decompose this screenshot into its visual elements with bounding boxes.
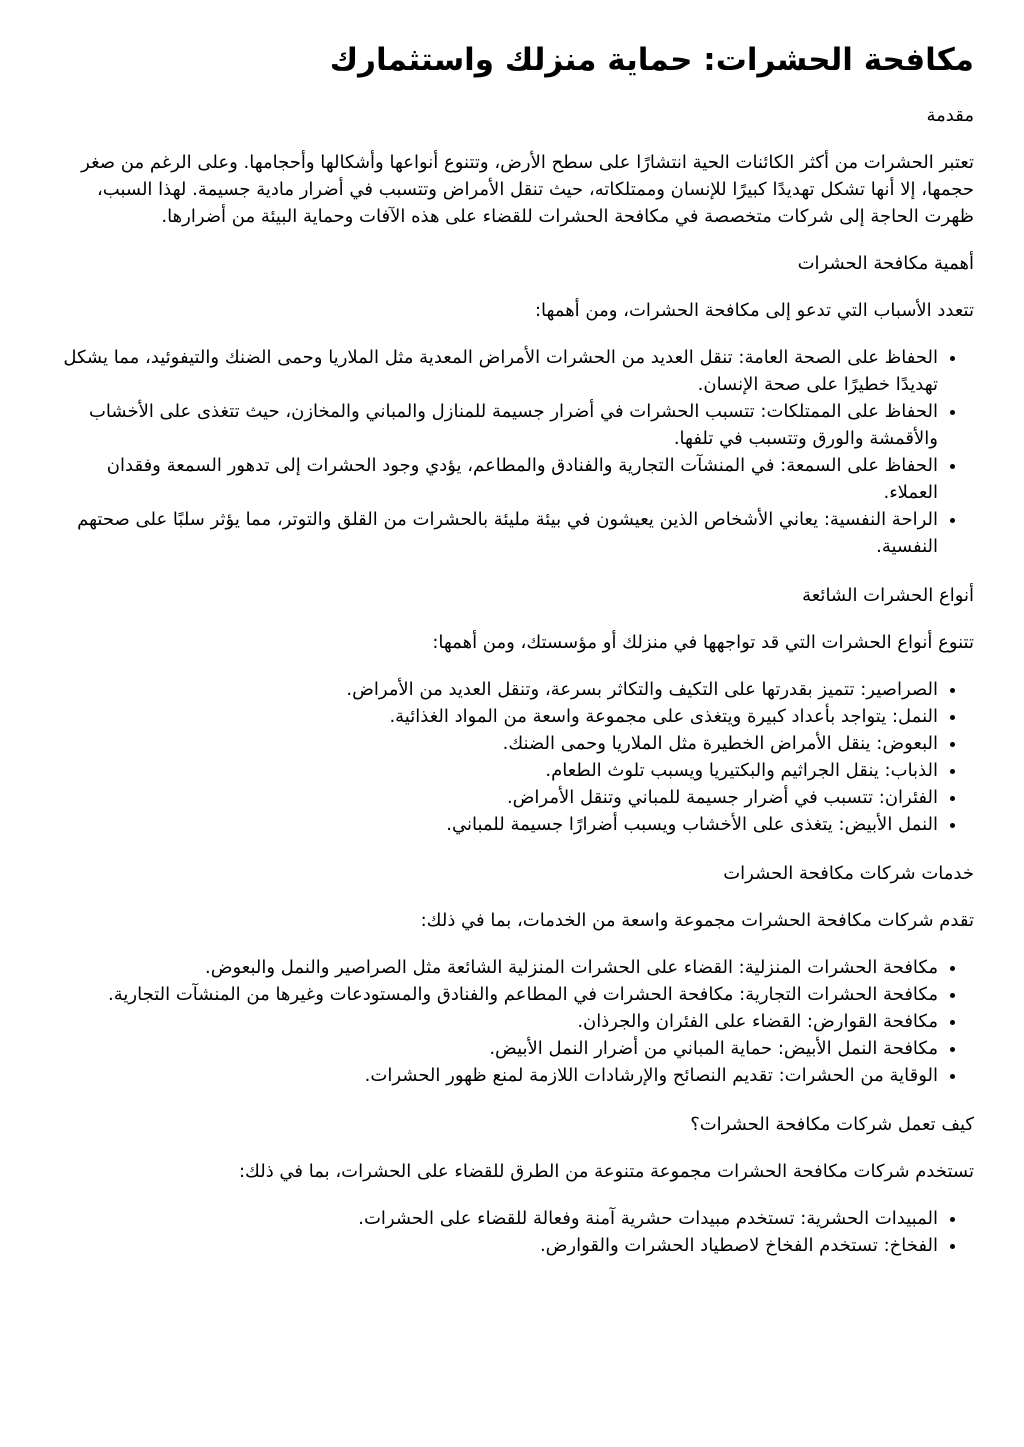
types-section xyxy=(50,582,974,838)
importance-list xyxy=(50,344,974,560)
importance-lead: تتعدد الأسباب التي تدعو إلى مكافحة الحشرات، ومن أهمها: xyxy=(534,299,974,321)
methods-heading: كيف تعمل شركات مكافحة الحشرات؟ xyxy=(690,1113,974,1135)
list-item: • الفخاخ: تستخدم الفخاخ لاصطياد الحشرات والقوارض. xyxy=(50,1232,938,1259)
list-item: • المبيدات الحشرية: تستخدم مبيدات حشرية آمنة وفعالة للقضاء على الحشرات. xyxy=(50,1205,938,1232)
intro-section xyxy=(50,102,974,230)
services-lead: تقدم شركات مكافحة الحشرات مجموعة واسعة من الخدمات، بما في ذلك: xyxy=(420,909,974,931)
importance-section xyxy=(50,250,974,560)
list-item: • الحفاظ على الممتلكات: تتسبب الحشرات في أضرار جسيمة للمنازل والمباني والمخازن، حيث تتغذى على الأخشاب والأقمشة والورق وتتسبب في تلفها. xyxy=(50,398,938,452)
services-list xyxy=(50,954,974,1089)
services-section xyxy=(50,860,974,1089)
methods-section xyxy=(50,1111,974,1259)
list-item: • النمل: يتواجد بأعداد كبيرة ويتغذى على مجموعة واسعة من المواد الغذائية. xyxy=(50,703,938,730)
list-item: • النمل الأبيض: يتغذى على الأخشاب ويسبب أضرارًا جسيمة للمباني. xyxy=(50,811,938,838)
types-lead: تتنوع أنواع الحشرات التي قد تواجهها في منزلك أو مؤسستك، ومن أهمها: xyxy=(432,631,974,653)
list-item: • الحفاظ على الصحة العامة: تنقل العديد من الحشرات الأمراض المعدية مثل الملاريا وحمى الضنك والتيفوئيد، مما يشكل تهديدًا خطيرًا على صحة الإنسان. xyxy=(50,344,938,398)
list-item: • الصراصير: تتميز بقدرتها على التكيف والتكاثر بسرعة، وتنقل العديد من الأمراض. xyxy=(50,676,938,703)
types-heading: أنواع الحشرات الشائعة xyxy=(802,584,974,606)
list-item: • البعوض: ينقل الأمراض الخطيرة مثل الملاريا وحمى الضنك. xyxy=(50,730,938,757)
list-item: • مكافحة النمل الأبيض: حماية المباني من أضرار النمل الأبيض. xyxy=(50,1035,938,1062)
list-item: • الحفاظ على السمعة: في المنشآت التجارية والفنادق والمطاعم، يؤدي وجود الحشرات إلى تدهور السمعة وفقدان العملاء. xyxy=(50,452,938,506)
list-item: • الوقاية من الحشرات: تقديم النصائح والإرشادات اللازمة لمنع ظهور الحشرات. xyxy=(50,1062,938,1089)
methods-list xyxy=(50,1205,974,1259)
list-item: • الفئران: تتسبب في أضرار جسيمة للمباني وتنقل الأمراض. xyxy=(50,784,938,811)
list-item: • مكافحة الحشرات التجارية: مكافحة الحشرات في المطاعم والفنادق والمستودعات وغيرها من المنشآت التجارية. xyxy=(50,981,938,1008)
list-item: • مكافحة القوارض: القضاء على الفئران والجرذان. xyxy=(50,1008,938,1035)
intro-heading: مقدمة xyxy=(926,104,974,126)
importance-heading: أهمية مكافحة الحشرات xyxy=(797,252,974,274)
methods-lead: تستخدم شركات مكافحة الحشرات مجموعة متنوعة من الطرق للقضاء على الحشرات، بما في ذلك: xyxy=(238,1160,974,1182)
list-item: • الراحة النفسية: يعاني الأشخاص الذين يعيشون في بيئة مليئة بالحشرات من القلق والتوتر، مما يؤثر سلبًا على صحتهم النفسية. xyxy=(50,506,938,560)
list-item: • مكافحة الحشرات المنزلية: القضاء على الحشرات المنزلية الشائعة مثل الصراصير والنمل والبعوض. xyxy=(50,954,938,981)
services-heading: خدمات شركات مكافحة الحشرات xyxy=(723,862,974,884)
list-item: • الذباب: ينقل الجراثيم والبكتيريا ويسبب تلوث الطعام. xyxy=(50,757,938,784)
types-list xyxy=(50,676,974,838)
intro-paragraph: تعتبر الحشرات من أكثر الكائنات الحية انتشارًا على سطح الأرض، وتتنوع أنواعها وأشكالها وأحجامها. وعلى الرغم من صغر حجمها، إلا أنها تشكل تهديدًا كبيرًا للإنسان وممتلكاته، حيث تنقل الأمراض وتتسبب في أضرار مادية جسيمة. لهذا السبب، ظهرت الحاجة إلى شركات متخصصة في مكافحة الحشرات للقضاء على هذه الآفات وحماية البيئة من أضرارها. xyxy=(81,151,974,227)
page-title: مكافحة الحشرات: حماية منزلك واستثمارك xyxy=(329,42,974,78)
